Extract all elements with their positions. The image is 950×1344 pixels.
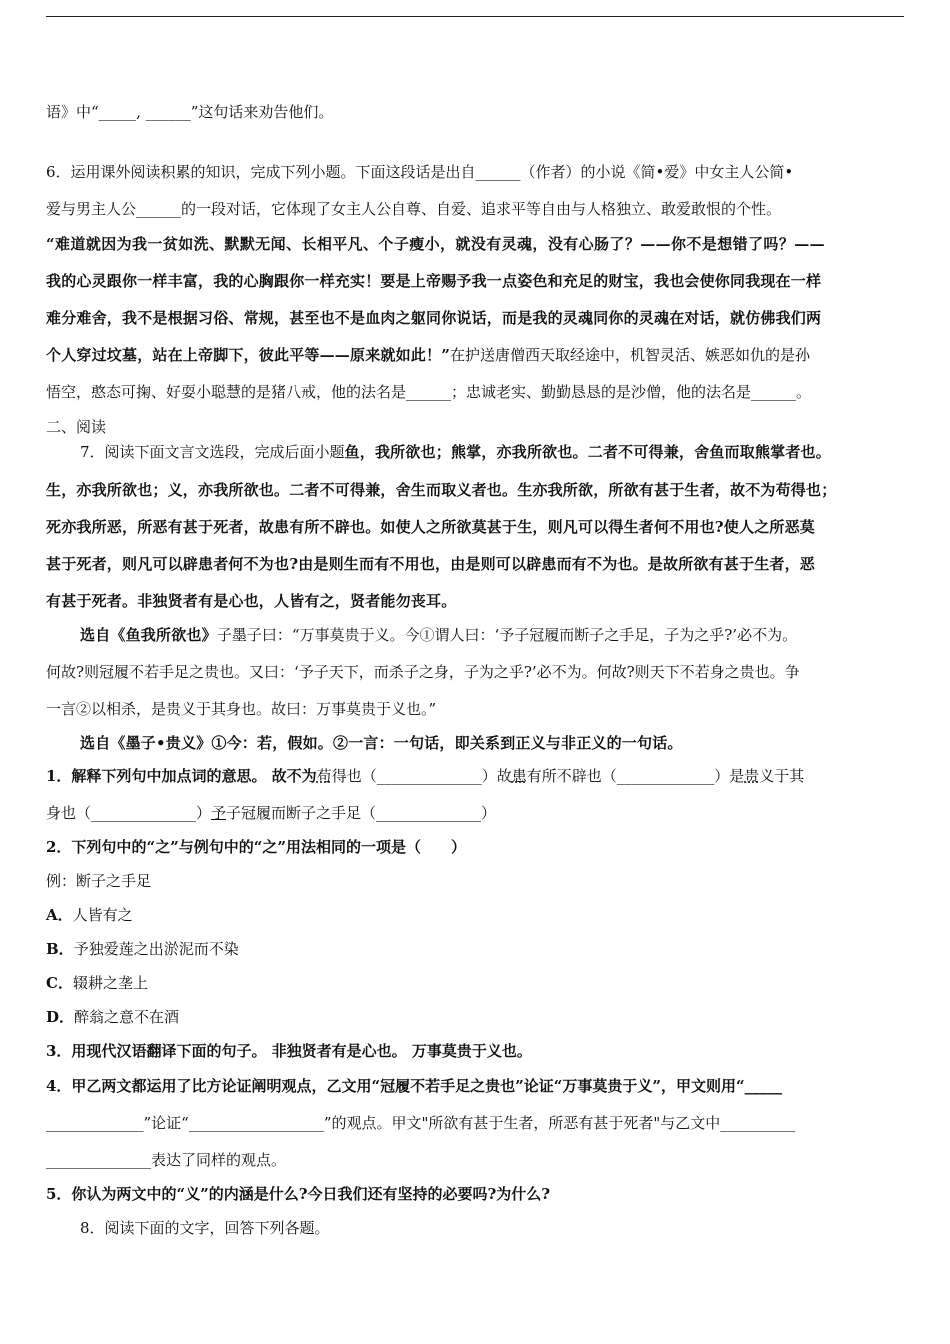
sub-question-4: 4．甲乙两文都运用了比方论证阐明观点，乙文用“冠履不若手足之贵也”论证“万事莫贵于义”，甲文则用“_____ [46, 1077, 783, 1095]
example-line: 例：断子之手足 [46, 872, 152, 890]
text-line: _____________”论证“__________________”的观点。甲文"所欲有甚于生者，所恶有甚于死者"与乙文中__________ [46, 1114, 796, 1132]
top-rule [46, 16, 904, 17]
text-line: 悟空，憨态可掬、好耍小聪慧的是猪八戒，他的法名是______；忠诚老实、勤勤恳恳的是沙僧，他的法名是______。 [46, 383, 812, 401]
sub-question-1: 1．解释下列句中加点词的意思。 故不为苟得也（______________）故患有所不辟也（_____________）是贵义于其 [46, 767, 805, 785]
option-a: A．人皆有之 [46, 906, 133, 924]
text-line: 个人穿过坟墓，站在上帝脚下，彼此平等——原来就如此！”在护送唐僧西天取经途中，机智灵活、嫉恶如仇的是孙 [46, 346, 811, 364]
option-d: D．醉翁之意不在酒 [46, 1008, 180, 1026]
text-line: 语》中“_____, ______”这句话来劝告他们。 [46, 103, 334, 121]
text-line: 何故?则冠履不若手足之贵也。又曰：‘予子天下，而杀子之身，子为之乎?’必不为。何故?则天下不若身之贵也。争 [46, 663, 800, 681]
option-c: C．辍耕之垄上 [46, 974, 148, 992]
option-b: B．予独爱莲之出淤泥而不染 [46, 940, 239, 958]
text-line: ______________表达了同样的观点。 [46, 1151, 287, 1169]
quote-line: “难道就因为我一贫如洗、默默无闻、长相平凡、个子瘦小，就没有灵魂，没有心肠了？——你不是想错了吗？—— [46, 235, 826, 253]
question-8: 8．阅读下面的文字，回答下列各题。 [80, 1219, 330, 1237]
classical-text-line: 甚于死者，则凡可以辟患者何不为也?由是则生而有不用也，由是则可以辟患而有不为也。是故所欲有甚于生者，恶 [46, 555, 815, 573]
sub-question-5: 5．你认为两文中的“义”的内涵是什么?今日我们还有坚持的必要吗?为什么? [46, 1185, 551, 1203]
quote-line: 我的心灵跟你一样丰富，我的心胸跟你一样充实！要是上帝赐予我一点姿色和充足的财宝，我也会使你同我现在一样 [46, 272, 822, 290]
section-heading: 二、阅读 [46, 418, 107, 436]
source-note: 选自《墨子•贵义》①今：若，假如。②一言：一句话，即关系到正义与非正义的一句话。 [80, 734, 683, 752]
text-line: 选自《鱼我所欲也》子墨子曰：“万事莫贵于义。今①谓人曰：‘予子冠履而断子之手足，子为之乎?’必不为。 [80, 626, 798, 644]
quote-line: 难分难舍，我不是根据习俗、常规，甚至也不是血肉之躯同你说话，而是我的灵魂同你的灵魂在对话，就仿佛我们两 [46, 309, 822, 327]
question-7: 7．阅读下面文言文选段，完成后面小题鱼，我所欲也；熊掌，亦我所欲也。二者不可得兼，舍鱼而取熊掌者也。 [80, 443, 831, 461]
sub-question-3: 3．用现代汉语翻译下面的句子。 非独贤者有是心也。 万事莫贵于义也。 [46, 1042, 532, 1060]
text-line: 爱与男主人公______的一段对话，它体现了女主人公自尊、自爱、追求平等自由与人格独立、敢爱敢恨的个性。 [46, 200, 782, 218]
sub-question-2: 2．下列句中的“之”与例句中的“之”用法相同的一项是（ ） [46, 838, 466, 856]
question-6: 6．运用课外阅读积累的知识，完成下列小题。下面这段话是出自______（作者）的小说《简•爱》中女主人公简• [46, 163, 794, 181]
classical-text-line: 有甚于死者。非独贤者有是心也，人皆有之，贤者能勿丧耳。 [46, 592, 457, 610]
text-line: 一言②以相杀，是贵义于其身也。故曰：万事莫贵于义也。” [46, 700, 437, 718]
classical-text-line: 生，亦我所欲也；义，亦我所欲也。二者不可得兼，舍生而取义者也。生亦我所欲，所欲有甚于生者，故不为苟得也； [46, 481, 837, 499]
text-line: 身也（______________）予子冠履而断子之手足（______________） [46, 804, 497, 822]
classical-text-line: 死亦我所恶，所恶有甚于死者，故患有所不辟也。如使人之所欲莫甚于生，则凡可以得生者何不用也?使人之所恶莫 [46, 518, 815, 536]
